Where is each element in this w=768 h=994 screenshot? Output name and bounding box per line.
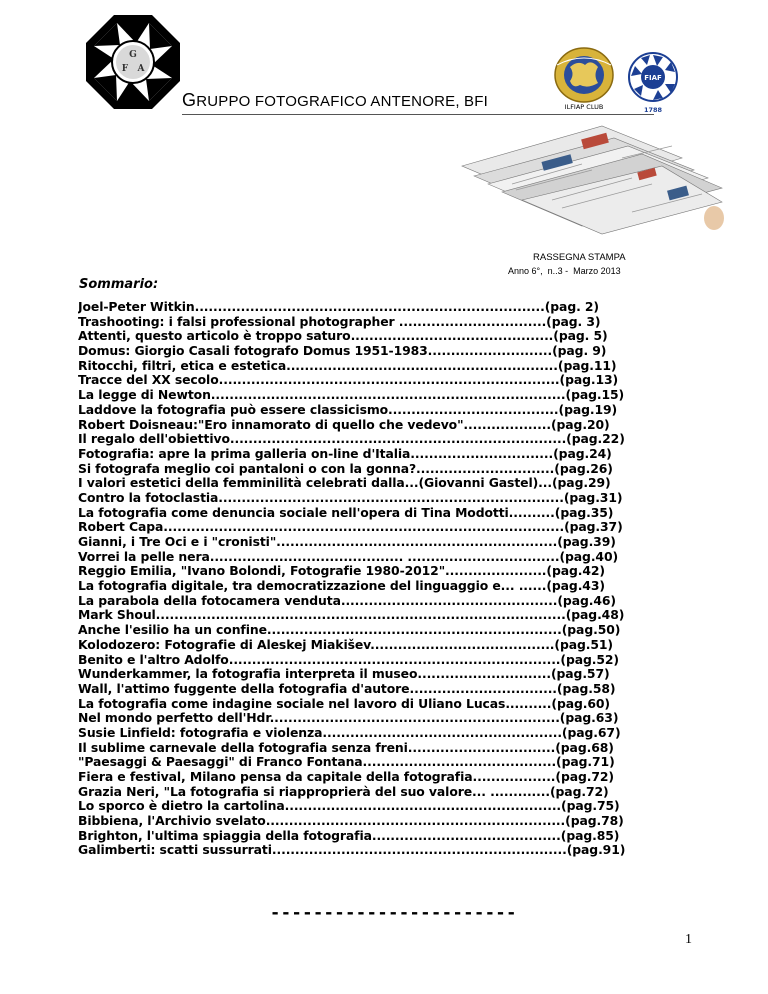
toc-item: La fotografia come indagine sociale nel lavoro di Uliano Lucas..........(pag.60) — [78, 696, 610, 711]
group-logo — [84, 13, 182, 111]
toc-item: Si fotografa meglio coi pantaloni o con la gonna?..............................(pag.26) — [78, 461, 613, 476]
toc-item: Mark Shoul.........................................................................................(pag.48) — [78, 608, 625, 623]
toc-item: Brighton, l'ultima spiaggia della fotografia.........................................(pag.85) — [78, 828, 620, 843]
toc-item: Nel mondo perfetto dell'Hdr...............................................................(pag.63) — [78, 711, 619, 726]
toc-item: Galimberti: scatti sussurrati................................................................(pag.91) — [78, 843, 626, 858]
toc-item: Robert Capa.......................................................................................(pag.37) — [78, 520, 623, 535]
toc-item: Joel-Peter Witkin............................................................................(pag. 2) — [78, 300, 599, 314]
group-name-rest: RUPPO FOTOGRAFICO ANTENORE, BFI — [196, 93, 488, 110]
table-of-contents — [78, 300, 690, 858]
fiaf-number: 1788 — [643, 106, 663, 114]
toc-item: Il sublime carnevale della fotografia senza freni................................(pag.68) — [78, 740, 614, 755]
toc-item: Il regalo dell'obiettivo.........................................................................(pag.22) — [78, 432, 625, 447]
toc-item: Attenti, questo articolo è troppo saturo............................................(pag. 5) — [78, 329, 608, 344]
sommario-heading: Sommario: — [79, 277, 159, 292]
header-rule — [182, 114, 654, 115]
toc-item: Ritocchi, filtri, etica e estetica...........................................................(pag.11) — [78, 358, 617, 373]
fiaf-aperture-icon — [627, 52, 679, 114]
toc-item: I valori estetici della femminilità celebrati dalla...(Giovanni Gastel)...(pag.29) — [78, 476, 611, 491]
ilfiap-badge — [553, 45, 615, 113]
toc-item: Fotografia: apre la prima galleria on-line d'Italia...............................(pag.24) — [78, 446, 612, 461]
toc-item: Wall, l'attimo fuggente della fotografia d'autore................................(pag.58) — [78, 681, 616, 696]
toc-item: Tracce del XX secolo..........................................................................(pag.13) — [78, 373, 619, 388]
toc-item: Kolodozero: Fotografie di Aleskej Miakišev........................................(pag.51) — [78, 637, 613, 652]
page-number: 1 — [685, 932, 692, 947]
newspaper-stack-photo — [432, 118, 724, 236]
ilfiap-globe-icon — [553, 45, 615, 113]
toc-item: Gianni, i Tre Oci e i "cronisti".............................................................(pag.39) — [78, 535, 616, 549]
toc-item: La fotografia digitale, tra democratizzazione del linguaggio e... ......(pag.43) — [78, 579, 605, 594]
toc-item: Grazia Neri, "La fotografia si riapproprierà del suo valore... .............(pag.72) — [78, 784, 609, 799]
toc-item: "Paesaggi & Paesaggi" di Franco Fontana..........................................(pag.71) — [78, 755, 615, 770]
logo-letter-g: G — [129, 50, 137, 60]
toc-item: Domus: Giorgio Casali fotografo Domus 1951-1983...........................(pag. 9) — [78, 344, 607, 359]
toc-item: Lo sporco è dietro la cartolina............................................................(pag.75) — [78, 799, 620, 814]
toc-item: Contro la fotoclastia...........................................................................(pag.31) — [78, 490, 623, 505]
section-divider: ----------------------- — [270, 903, 517, 923]
toc-item: Anche l'esilio ha un confine................................................................(pag.50) — [78, 623, 621, 638]
toc-item: La parabola della fotocamera venduta...............................................(pag.46) — [78, 593, 616, 608]
toc-item: Bibbiena, l'Archivio svelato.................................................................(pag.78) — [78, 814, 624, 829]
fiaf-badge — [627, 52, 679, 114]
shutter-logo-icon — [84, 13, 182, 111]
toc-item: Benito e l'altro Adolfo........................................................................(pag.52) — [78, 652, 619, 667]
newspaper-stack-image — [432, 118, 724, 236]
group-name-initial: G — [182, 90, 197, 110]
toc-item: Laddove la fotografia può essere classicismo.....................................(pag.19) — [78, 402, 618, 417]
toc-item: Reggio Emilia, "Ivano Bolondi, Fotografie 1980-2012"......................(pag.42) — [78, 564, 605, 579]
group-name — [182, 90, 488, 111]
toc-item: La fotografia come denuncia sociale nell'opera di Tina Modotti..........(pag.35) — [78, 505, 614, 520]
toc-item: Robert Doisneau:"Ero innamorato di quello che vedevo"...................(pag.20) — [78, 417, 610, 432]
toc-item: La legge di Newton.............................................................................(pag.15) — [78, 388, 625, 403]
toc-item: Vorrei la pelle nera.......................................... .................................(pag.40) — [78, 549, 619, 564]
logo-letter-f: F — [121, 64, 129, 74]
toc-item: Susie Linfield: fotografia e violenza....................................................(pag.67) — [78, 725, 621, 740]
logo-letter-a: A — [137, 64, 145, 74]
publication-issue: Anno 6°, n..3 - Marzo 2013 — [508, 266, 621, 276]
toc-item: Wunderkammer, la fotografia interpreta il museo.............................(pag.57) — [78, 667, 610, 682]
toc-item: Trashooting: i falsi professional photographer ................................(pag. 3) — [78, 314, 601, 329]
toc-item: Fiera e festival, Milano pensa da capitale della fotografia..................(pag.72) — [78, 770, 614, 784]
fiaf-label: FIAF — [644, 74, 662, 82]
publication-title: RASSEGNA STAMPA — [533, 252, 626, 263]
ilfiap-label: ILFIAP CLUB — [564, 103, 604, 111]
